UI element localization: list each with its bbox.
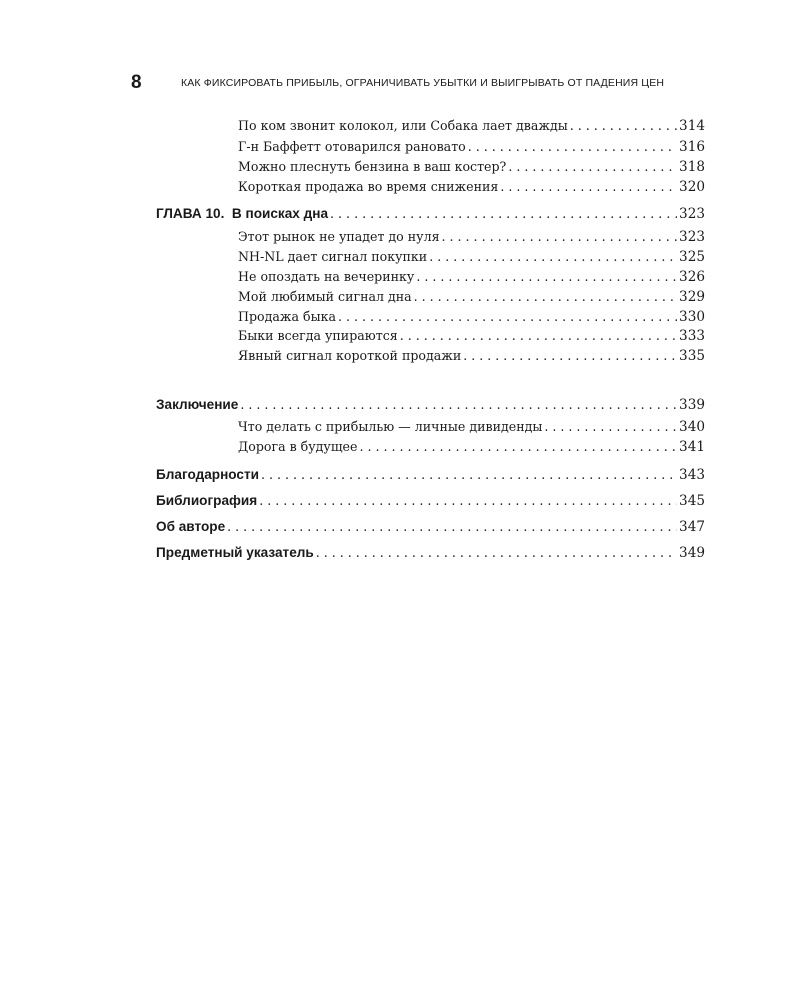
dot-leader xyxy=(316,545,677,560)
toc-entry-label: Продажа быка xyxy=(238,309,336,324)
toc-chapter-page: 339 xyxy=(679,397,705,413)
dot-leader xyxy=(544,419,677,434)
toc-entry[interactable] xyxy=(238,419,705,439)
toc-entry[interactable] xyxy=(238,289,705,309)
toc-chapter[interactable] xyxy=(156,545,705,565)
toc-entry-label: Мой любимый сигнал дна xyxy=(238,289,412,304)
toc-entry-page: 316 xyxy=(679,139,705,155)
toc-entry[interactable] xyxy=(238,309,705,329)
toc-entry[interactable] xyxy=(238,439,705,459)
toc-entry-label: Короткая продажа во время снижения xyxy=(238,179,499,194)
dot-leader xyxy=(416,269,677,284)
dot-leader xyxy=(463,348,677,363)
toc-entry[interactable] xyxy=(238,269,705,289)
toc-entry-label: Что делать с прибылью — личные дивиденды xyxy=(238,419,543,434)
toc-chapter[interactable] xyxy=(156,493,705,513)
toc-entry-label: NH-NL дает сигнал покупки xyxy=(238,249,428,264)
dot-leader xyxy=(261,467,677,482)
toc-chapter-page: 323 xyxy=(679,206,705,222)
toc-chapter[interactable] xyxy=(156,467,705,487)
toc-entry-page: 314 xyxy=(679,118,705,134)
dot-leader xyxy=(240,397,677,412)
toc-chapter-page: 347 xyxy=(679,519,705,535)
toc-chapter-page: 345 xyxy=(679,493,705,509)
toc-chapter-label: ГЛАВА 10. В поисках дна xyxy=(156,206,329,221)
toc-entry-page: 325 xyxy=(679,249,705,265)
dot-leader xyxy=(414,289,677,304)
dot-leader xyxy=(330,206,677,221)
toc-chapter-label: Библиография xyxy=(156,493,258,508)
toc-entry[interactable] xyxy=(238,179,705,199)
running-title: КАК ФИКСИРОВАТЬ ПРИБЫЛЬ, ОГРАНИЧИВАТЬ УБЫТКИ И ВЫИГРЫВАТЬ ОТ ПАДЕНИЯ ЦЕН xyxy=(181,77,665,89)
toc-entry[interactable] xyxy=(238,328,705,348)
toc-chapter[interactable] xyxy=(156,397,705,417)
toc-entry-page: 329 xyxy=(679,289,705,305)
toc-entry-page: 326 xyxy=(679,269,705,285)
toc-entry[interactable] xyxy=(238,159,705,179)
toc-entry-page: 335 xyxy=(679,348,705,364)
dot-leader xyxy=(227,519,677,534)
toc-entry[interactable] xyxy=(238,139,705,159)
toc-entry-label: Не опоздать на вечеринку xyxy=(238,269,415,284)
toc-entry[interactable] xyxy=(238,249,705,269)
page-number: 8 xyxy=(131,72,142,93)
toc-entry-label: Быки всегда упираются xyxy=(238,328,398,343)
toc-chapter-label: Предметный указатель xyxy=(156,545,314,560)
toc-chapter-label: Благодарности xyxy=(156,467,259,482)
toc-chapter[interactable] xyxy=(156,519,705,539)
toc-entry-page: 340 xyxy=(679,419,705,435)
toc-entry-label: Можно плеснуть бензина в ваш костер? xyxy=(238,159,507,174)
toc-entry[interactable] xyxy=(238,118,705,138)
dot-leader xyxy=(570,118,677,133)
dot-leader xyxy=(500,179,677,194)
dot-leader xyxy=(338,309,677,324)
toc-entry[interactable] xyxy=(238,348,705,368)
toc-chapter-page: 349 xyxy=(679,545,705,561)
toc-entry-page: 320 xyxy=(679,179,705,195)
toc-entry-label: Дорога в будущее xyxy=(238,439,358,454)
toc-chapter-label: Об авторе xyxy=(156,519,226,534)
toc-chapter[interactable] xyxy=(156,206,705,226)
toc-entry-label: Этот рынок не упадет до нуля xyxy=(238,229,440,244)
dot-leader xyxy=(259,493,677,508)
toc-entry-page: 318 xyxy=(679,159,705,175)
toc-entry-page: 323 xyxy=(679,229,705,245)
dot-leader xyxy=(400,328,677,343)
dot-leader xyxy=(468,139,677,154)
toc-entry-page: 341 xyxy=(679,439,705,455)
dot-leader xyxy=(359,439,677,454)
toc-entry[interactable] xyxy=(238,229,705,249)
toc-entry-page: 330 xyxy=(679,309,705,325)
toc-entry-label: Г-н Баффетт отоварился рановато xyxy=(238,139,466,154)
toc-entry-label: Явный сигнал короткой продажи xyxy=(238,348,462,363)
dot-leader xyxy=(442,229,678,244)
toc-entry-label: По ком звонит колокол, или Собака лает дважды xyxy=(238,118,568,133)
toc-chapter-page: 343 xyxy=(679,467,705,483)
dot-leader xyxy=(429,249,677,264)
dot-leader xyxy=(508,159,677,174)
toc-entry-page: 333 xyxy=(679,328,705,344)
toc-chapter-label: Заключение xyxy=(156,397,239,412)
